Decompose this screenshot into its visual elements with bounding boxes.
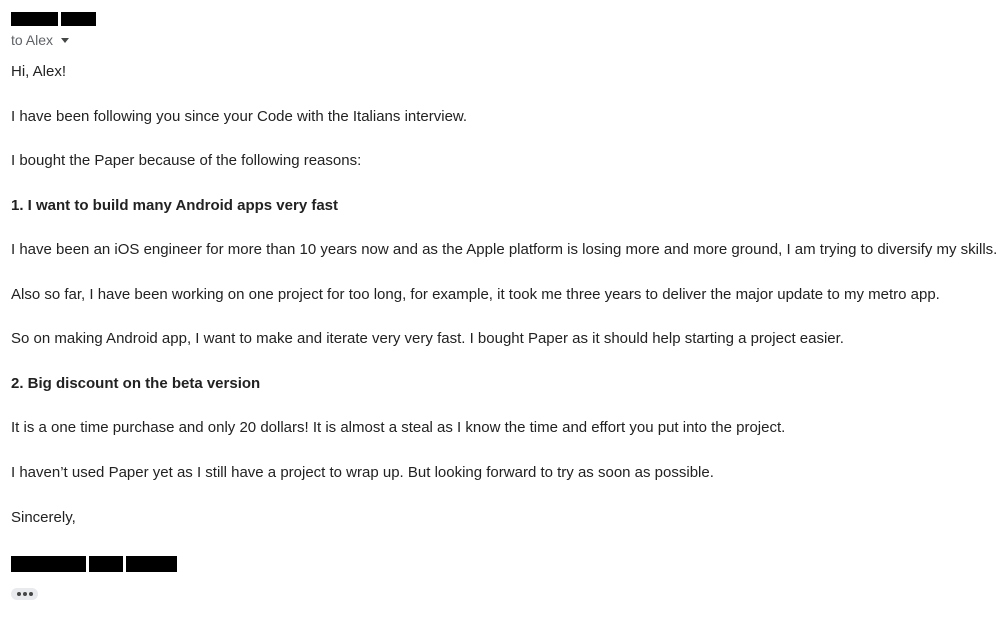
reason-1-paragraph: So on making Android app, I want to make and iterate very very fast. I bought Paper as it should help starting a project easier. — [11, 330, 844, 347]
more-horizontal-icon — [17, 592, 33, 596]
caret-down-icon[interactable] — [61, 38, 69, 43]
reason-1-paragraph: Also so far, I have been working on one project for too long, for example, it took me three years to deliver the major update to my metro app. — [11, 286, 940, 303]
signature-redacted — [11, 556, 177, 572]
reason-1-heading: 1. I want to build many Android apps very fast — [11, 197, 338, 214]
greeting-text: Hi, Alex! — [11, 63, 67, 80]
redaction-block — [126, 556, 177, 572]
reason-2-heading: 2. Big discount on the beta version — [11, 375, 261, 392]
show-trimmed-content-button[interactable] — [11, 588, 38, 600]
reason-1-paragraph: I have been an iOS engineer for more than 10 years now and as the Apple platform is losing more and more ground, I am trying to diversify my skills. — [11, 241, 998, 258]
reasons-intro-text: I bought the Paper because of the following reasons: — [11, 152, 362, 169]
redaction-block — [11, 12, 58, 26]
redaction-block — [61, 12, 96, 26]
recipient-details-toggle[interactable] — [11, 31, 69, 49]
sign-off-text: Sincerely, — [11, 509, 76, 526]
sender-name-redacted — [11, 12, 96, 26]
closing-note-text: I haven’t used Paper yet as I still have a project to wrap up. But looking forward to try as soon as possible. — [11, 464, 714, 481]
redaction-block — [89, 556, 123, 572]
redaction-block — [11, 556, 86, 572]
intro-text: I have been following you since your Code with the Italians interview. — [11, 108, 468, 125]
reason-2-paragraph: It is a one time purchase and only 20 dollars! It is almost a steal as I know the time and effort you put into the project. — [11, 419, 786, 436]
recipient-label: to Alex — [11, 32, 54, 48]
